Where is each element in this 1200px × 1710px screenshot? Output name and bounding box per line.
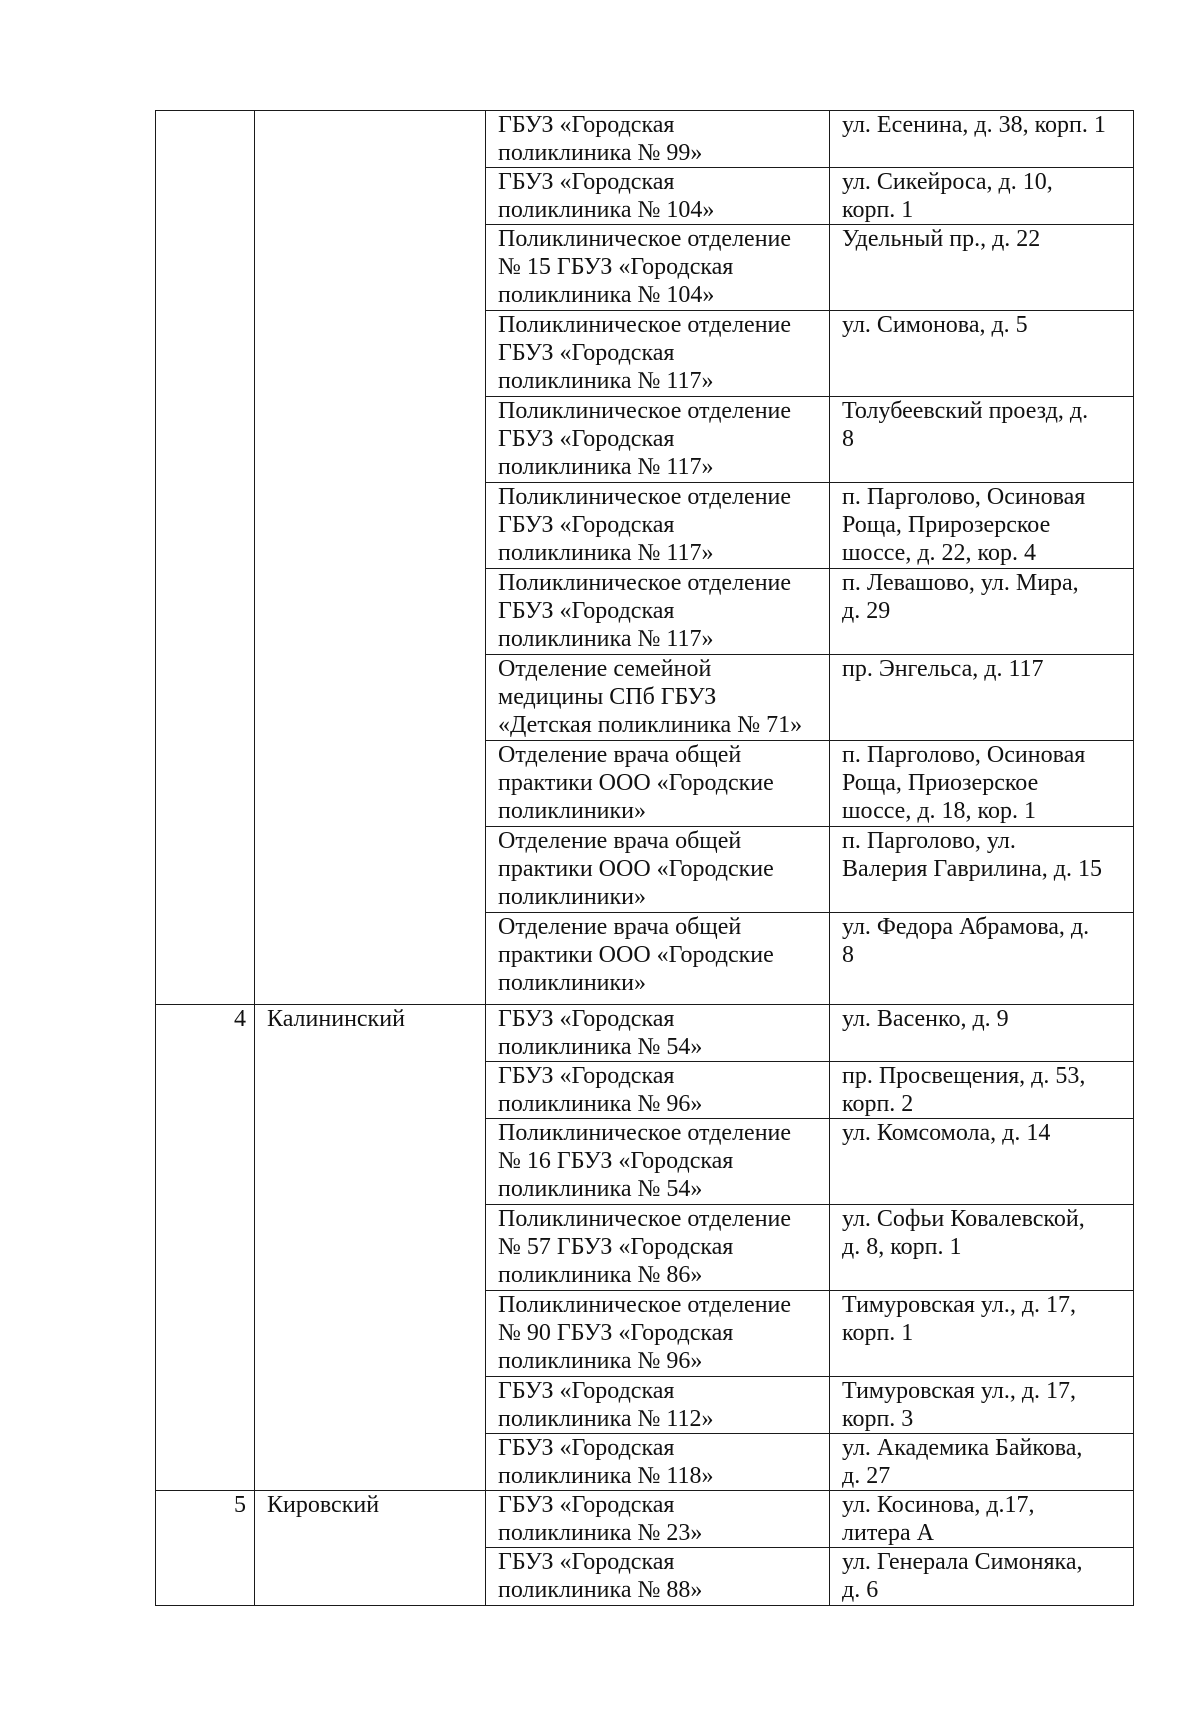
organization-cell: Поликлиническое отделение № 57 ГБУЗ «Городская поликлиника № 86» xyxy=(486,1205,830,1291)
organization-cell: ГБУЗ «Городская поликлиника № 118» xyxy=(486,1434,830,1491)
district-number-cell: 5 xyxy=(156,1491,255,1606)
address-cell: Толубеевский проезд, д. 8 xyxy=(830,397,1134,483)
address-cell: ул. Софьи Ковалевской, д. 8, корп. 1 xyxy=(830,1205,1134,1291)
organization-cell: ГБУЗ «Городская поликлиника № 112» xyxy=(486,1377,830,1434)
organization-cell: Поликлиническое отделение ГБУЗ «Городская поликлиника № 117» xyxy=(486,397,830,483)
organization-cell: Отделение врача общей практики ООО «Городские поликлиники» xyxy=(486,827,830,913)
district-number-cell xyxy=(156,111,255,1005)
organization-cell: Поликлиническое отделение № 90 ГБУЗ «Городская поликлиника № 96» xyxy=(486,1291,830,1377)
table-row xyxy=(156,111,1134,168)
organization-cell: Поликлиническое отделение № 15 ГБУЗ «Городская поликлиника № 104» xyxy=(486,225,830,311)
organization-cell: ГБУЗ «Городская поликлиника № 104» xyxy=(486,168,830,225)
address-cell: ул. Симонова, д. 5 xyxy=(830,311,1134,397)
address-cell: пр. Энгельса, д. 117 xyxy=(830,655,1134,741)
table-row xyxy=(156,1491,1134,1548)
organization-cell: Поликлиническое отделение ГБУЗ «Городская поликлиника № 117» xyxy=(486,483,830,569)
district-name-cell: Кировский xyxy=(255,1491,486,1606)
address-cell: п. Парголово, ул. Валерия Гаврилина, д. 15 xyxy=(830,827,1134,913)
address-cell: пр. Просвещения, д. 53, корп. 2 xyxy=(830,1062,1134,1119)
district-name-cell xyxy=(255,111,486,1005)
organization-cell: ГБУЗ «Городская поликлиника № 99» xyxy=(486,111,830,168)
address-cell: ул. Косинова, д.17, литера А xyxy=(830,1491,1134,1548)
address-cell: ул. Есенина, д. 38, корп. 1 xyxy=(830,111,1134,168)
organization-cell: ГБУЗ «Городская поликлиника № 23» xyxy=(486,1491,830,1548)
address-cell: Тимуровская ул., д. 17, корп. 3 xyxy=(830,1377,1134,1434)
organization-cell: Отделение семейной медицины СПб ГБУЗ «Детская поликлиника № 71» xyxy=(486,655,830,741)
table-row xyxy=(156,1005,1134,1062)
address-cell: ул. Васенко, д. 9 xyxy=(830,1005,1134,1062)
district-number-cell: 4 xyxy=(156,1005,255,1491)
address-cell: п. Парголово, Осиновая Роща, Приозерское шоссе, д. 18, кор. 1 xyxy=(830,741,1134,827)
address-cell: п. Левашово, ул. Мира, д. 29 xyxy=(830,569,1134,655)
organization-cell: Отделение врача общей практики ООО «Городские поликлиники» xyxy=(486,913,830,1005)
address-cell: ул. Сикейроса, д. 10, корп. 1 xyxy=(830,168,1134,225)
address-cell: ул. Федора Абрамова, д. 8 xyxy=(830,913,1134,1005)
organization-cell: ГБУЗ «Городская поликлиника № 88» xyxy=(486,1548,830,1606)
address-cell: ул. Комсомола, д. 14 xyxy=(830,1119,1134,1205)
address-cell: Удельный пр., д. 22 xyxy=(830,225,1134,311)
address-cell: ул. Генерала Симоняка, д. 6 xyxy=(830,1548,1134,1606)
address-cell: п. Парголово, Осиновая Роща, Прирозерское шоссе, д. 22, кор. 4 xyxy=(830,483,1134,569)
address-cell: ул. Академика Байкова, д. 27 xyxy=(830,1434,1134,1491)
organization-cell: ГБУЗ «Городская поликлиника № 54» xyxy=(486,1005,830,1062)
polyclinic-table xyxy=(155,110,1134,1606)
organization-cell: ГБУЗ «Городская поликлиника № 96» xyxy=(486,1062,830,1119)
organization-cell: Отделение врача общей практики ООО «Городские поликлиники» xyxy=(486,741,830,827)
table-body xyxy=(156,111,1134,1606)
organization-cell: Поликлиническое отделение ГБУЗ «Городская поликлиника № 117» xyxy=(486,569,830,655)
organization-cell: Поликлиническое отделение ГБУЗ «Городская поликлиника № 117» xyxy=(486,311,830,397)
address-cell: Тимуровская ул., д. 17, корп. 1 xyxy=(830,1291,1134,1377)
organization-cell: Поликлиническое отделение № 16 ГБУЗ «Городская поликлиника № 54» xyxy=(486,1119,830,1205)
district-name-cell: Калининский xyxy=(255,1005,486,1491)
